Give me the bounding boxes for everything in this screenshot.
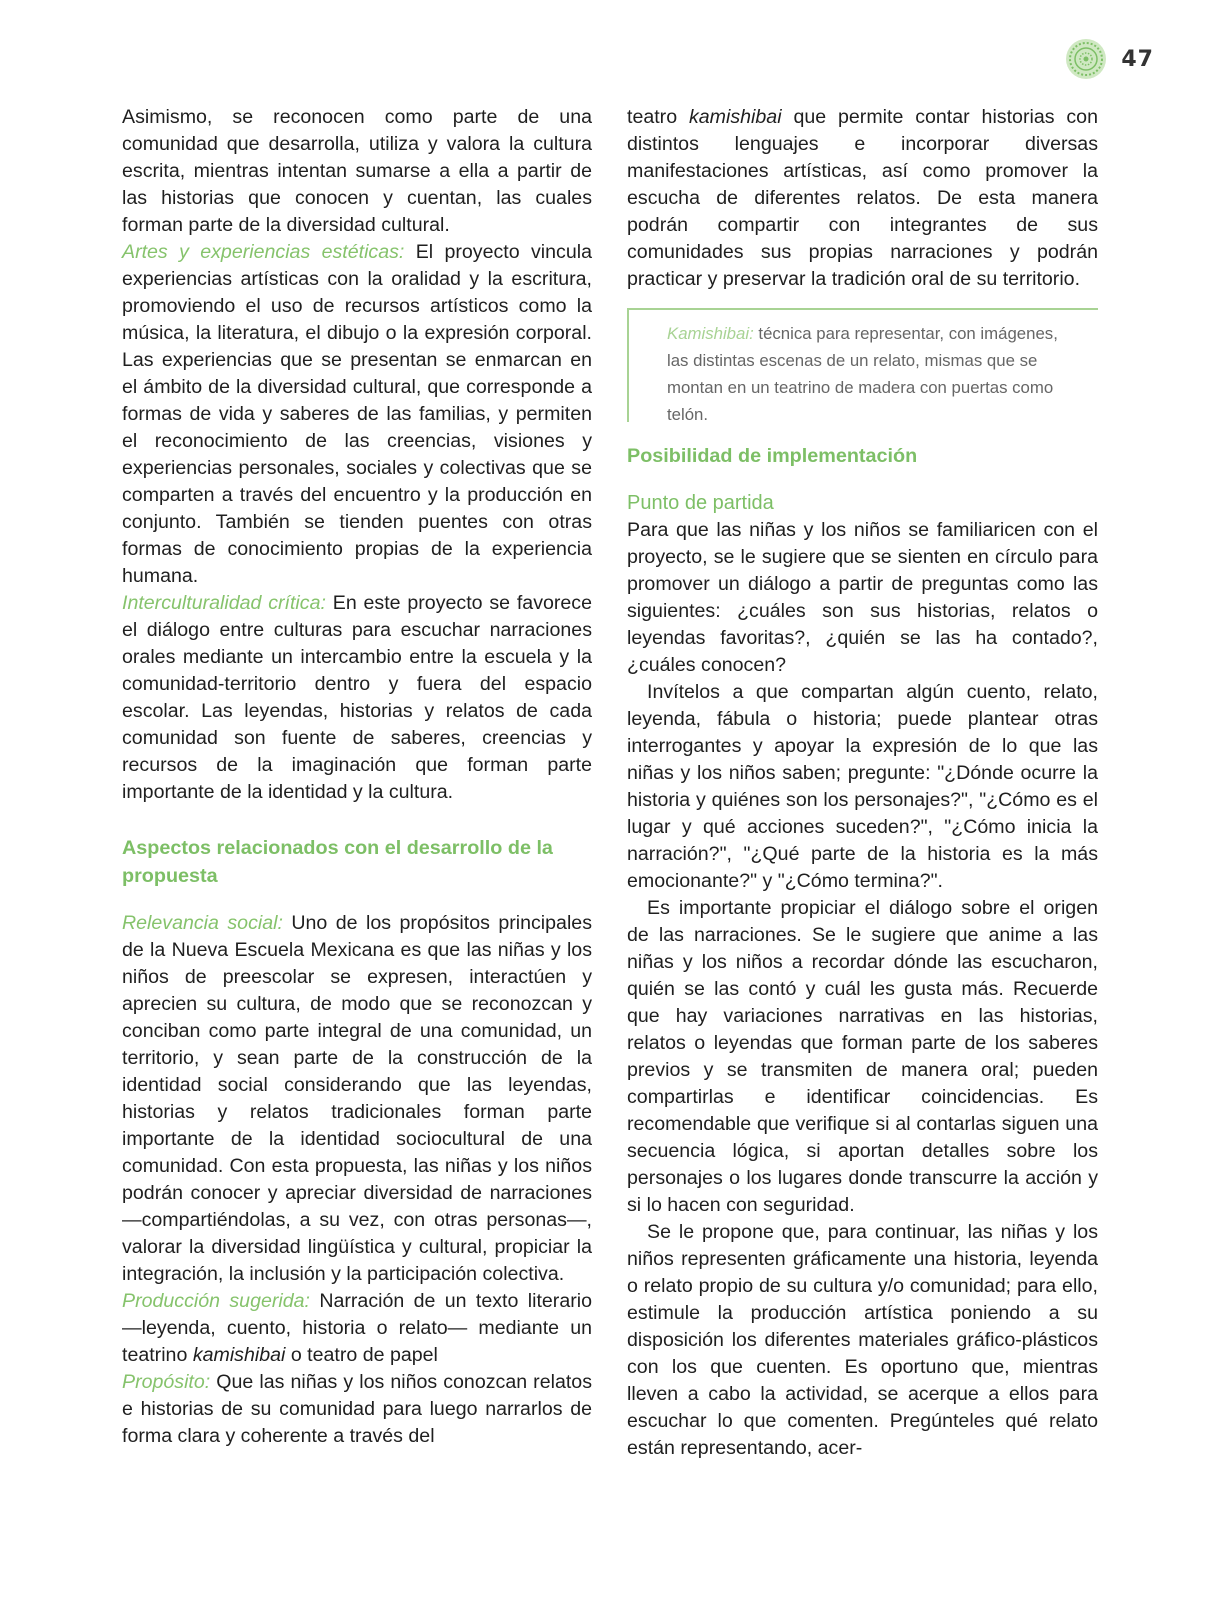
proposito-text: Que las niñas y los niños conozcan relatos e historias de su comunidad para luego narrarlos de forma clara y coherente a través del	[122, 1371, 592, 1447]
glossary-box	[627, 308, 1098, 422]
produccion-text-end: o teatro de papel	[285, 1344, 438, 1366]
propone-paragraph: Se le propone que, para continuar, las niñas y los niños representen gráficamente una historia, leyenda o relato propio de su cultura y/o comunidad; para ello, estimule la producción artística poniendo a su disposición los diferentes materiales gráfico-plásticos con los que cuenten. Es oportuno que, mientras lleven a cabo la actividad, se acerque a ellos para escuchar lo que comenten. Pregúnteles qué relato están representando, acer-	[627, 1221, 1098, 1459]
kamishibai-paragraph	[627, 104, 1098, 293]
punto-de-partida-heading: Punto de partida	[627, 492, 774, 514]
left-column	[122, 104, 592, 1450]
artes-term: Artes y experiencias estéticas:	[122, 241, 405, 263]
proposito-paragraph	[122, 1369, 592, 1450]
relevancia-term: Relevancia social:	[122, 912, 283, 934]
green-circular-emblem-icon	[1065, 38, 1107, 80]
produccion-italic: kamishibai	[192, 1344, 286, 1366]
page-header	[1065, 38, 1154, 80]
interculturalidad-text: En este proyecto se favorece el diálogo entre culturas para escuchar narraciones orales mediante un intercambio entre la escuela y la comunidad-territorio dentro y fuera del espacio escolar. Las leyendas, historias y relatos de cada comunidad son fuente de saberes, creencias y recursos de la imaginación que forman parte importante de la identidad y la cultura.	[122, 592, 593, 803]
kamishibai-text-start: teatro	[627, 106, 689, 128]
interculturalidad-term: Interculturalidad crítica:	[122, 592, 326, 614]
produccion-paragraph	[122, 1288, 592, 1369]
proposito-term: Propósito:	[122, 1371, 211, 1393]
produccion-term: Producción sugerida:	[122, 1290, 310, 1312]
glossary-term: Kamishibai:	[667, 324, 754, 343]
importante-paragraph: Es importante propiciar el diálogo sobre el origen de las narraciones. Se le sugiere que anime a las niñas y los niños a recordar dónde las escucharon, quién se las contó y cuál les gusta más. Recuerde que hay variaciones narrativas en las historias, relatos o leyendas que forman parte de los saberes previos y se transmiten de manera oral; pueden compartirlas e identificar coincidencias. Es recomendable que verifique si al contarlas siguen una secuencia lógica, si aportan detalles sobre los personajes o los lugares donde transcurre la acción y si lo hacen con seguridad.	[627, 897, 1098, 1216]
aspectos-heading: Aspectos relacionados con el desarrollo de la propuesta	[122, 837, 553, 887]
kamishibai-text: que permite contar historias con distintos lenguajes e incorporar diversas manifestaciones artísticas, así como promover la escucha de diferentes relatos. De esta manera podrán compartir con integrantes de sus comunidades sus propias narraciones y podrán practicar y preservar la tradición oral de su territorio.	[627, 106, 1098, 290]
relevancia-paragraph	[122, 910, 592, 1288]
kamishibai-italic: kamishibai	[688, 106, 782, 128]
interculturalidad-paragraph	[122, 590, 592, 806]
intro-paragraph: Asimismo, se reconocen como parte de una comunidad que desarrolla, utiliza y valora la cultura escrita, mientras intentan sumarse a ella a partir de las historias que conocen y cuentan, las cuales forman parte de la diversidad cultural.	[122, 106, 592, 236]
posibilidad-heading: Posibilidad de implementación	[627, 445, 918, 467]
produccion-text: Narración de un texto literario —leyenda, cuento, historia o relato— mediante un teatrino	[122, 1290, 592, 1366]
punto-paragraph: Para que las niñas y los niños se familiaricen con el proyecto, se le sugiere que se sienten en círculo para promover un diálogo a partir de preguntas como las siguientes: ¿cuáles son sus historias, relatos o leyendas favoritas?, ¿quién se las ha contado?, ¿cuáles conocen?	[627, 519, 1098, 676]
artes-text: El proyecto vincula experiencias artísticas con la oralidad y la escritura, promoviendo el uso de recursos artísticos como la música, la literatura, el dibujo o la expresión corporal. Las experiencias que se presentan se enmarcan en el ámbito de la diversidad cultural, que corresponde a formas de vida y saberes de las familias, y permiten el reconocimiento de las creencias, visiones y experiencias personales, sociales y colectivas que se comparten a través del encuentro y la producción en conjunto. También se tienden puentes con otras formas de conocimiento propias de la experiencia humana.	[122, 241, 592, 587]
glossary-definition: técnica para representar, con imágenes, las distintas escenas de un relato, mismas que se montan en un teatrino de madera con puertas como telón.	[667, 324, 1058, 424]
page-number: 47	[1121, 46, 1154, 72]
artes-paragraph	[122, 239, 592, 590]
invitelos-paragraph: Invítelos a que compartan algún cuento, relato, leyenda, fábula o historia; puede plantear otras interrogantes y apoyar la expresión de lo que las niñas y los niños saben; pregunte: "¿Dónde ocurre la historia y quiénes son los personajes?", "¿Cómo es el lugar y qué acciones suceden?", "¿Cómo inicia la narración?", "¿Qué parte de la historia es la más emocionante?" y "¿Cómo termina?".	[627, 681, 1098, 892]
right-column	[627, 104, 1098, 1462]
relevancia-text: Uno de los propósitos principales de la Nueva Escuela Mexicana es que las niñas y los niños de preescolar se expresen, interactúen y aprecien su cultura, de modo que se reconozcan y conciban como parte integral de una comunidad, un territorio, y sean parte de la construcción de la identidad social considerando que las leyendas, historias y relatos tradicionales forman parte importante de la identidad sociocultural de una comunidad. Con esta propuesta, las niñas y los niños podrán conocer y apreciar diversidad de narraciones —compartiéndolas, a su vez, con otras personas—, valorar la diversidad lingüística y cultural, propiciar la integración, la inclusión y la participación colectiva.	[122, 912, 592, 1285]
